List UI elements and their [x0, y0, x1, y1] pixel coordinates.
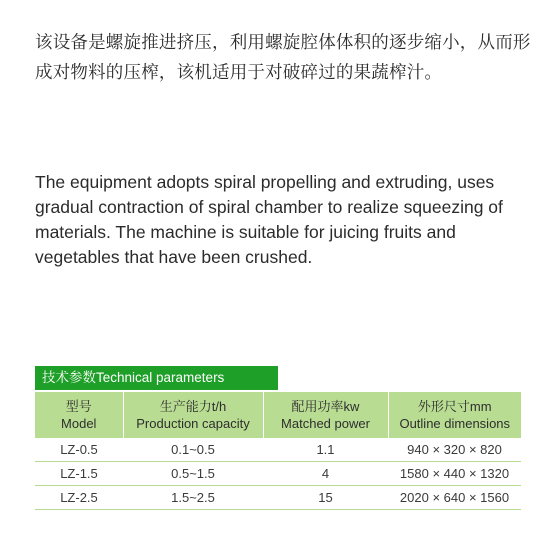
- table-row: [35, 486, 521, 510]
- table-header-row: [35, 392, 521, 438]
- technical-parameters-title: 技术参数Technical parameters: [35, 366, 278, 390]
- header-matched-power: [263, 392, 388, 438]
- description-english: The equipment adopts spiral propelling and extruding, uses gradual contraction of spiral chamber to realize squeezing of materials. The machine is suitable for juicing fruits and vegetables that have been crushed.: [35, 172, 503, 267]
- table-row: [35, 462, 521, 486]
- header-outline-dimensions: [388, 392, 521, 438]
- cell-power: 4: [263, 462, 388, 486]
- cell-power: 15: [263, 486, 388, 510]
- header-capacity-zh: 生产能力t/h: [159, 399, 227, 414]
- header-power-en: Matched power: [281, 416, 370, 431]
- description-chinese: 该设备是螺旋推进挤压，利用螺旋腔体体积的逐步缩小，从而形成对物料的压榨，该机适用于对破碎过的果蔬榨汁。: [35, 33, 531, 83]
- header-model-zh: 型号: [65, 399, 92, 414]
- cell-dimensions: 2020 × 640 × 1560: [388, 486, 521, 510]
- header-production-capacity: [123, 392, 263, 438]
- header-power-zh: 配用功率kw: [291, 399, 360, 414]
- header-capacity-en: Production capacity: [136, 416, 250, 431]
- header-dimensions-en: Outline dimensions: [399, 416, 511, 431]
- cell-capacity: 1.5~2.5: [123, 486, 263, 510]
- cell-model: LZ-2.5: [35, 486, 123, 510]
- header-model-en: Model: [61, 416, 97, 431]
- header-model: [35, 392, 123, 438]
- cell-model: LZ-0.5: [35, 438, 123, 462]
- cell-capacity: 0.5~1.5: [123, 462, 263, 486]
- cell-dimensions: 1580 × 440 × 1320: [388, 462, 521, 486]
- technical-parameters-table: [35, 392, 521, 510]
- cell-power: 1.1: [263, 438, 388, 462]
- cell-model: LZ-1.5: [35, 462, 123, 486]
- table-row: [35, 438, 521, 462]
- cell-capacity: 0.1~0.5: [123, 438, 263, 462]
- cell-dimensions: 940 × 320 × 820: [388, 438, 521, 462]
- header-dimensions-zh: 外形尺寸mm: [417, 399, 492, 414]
